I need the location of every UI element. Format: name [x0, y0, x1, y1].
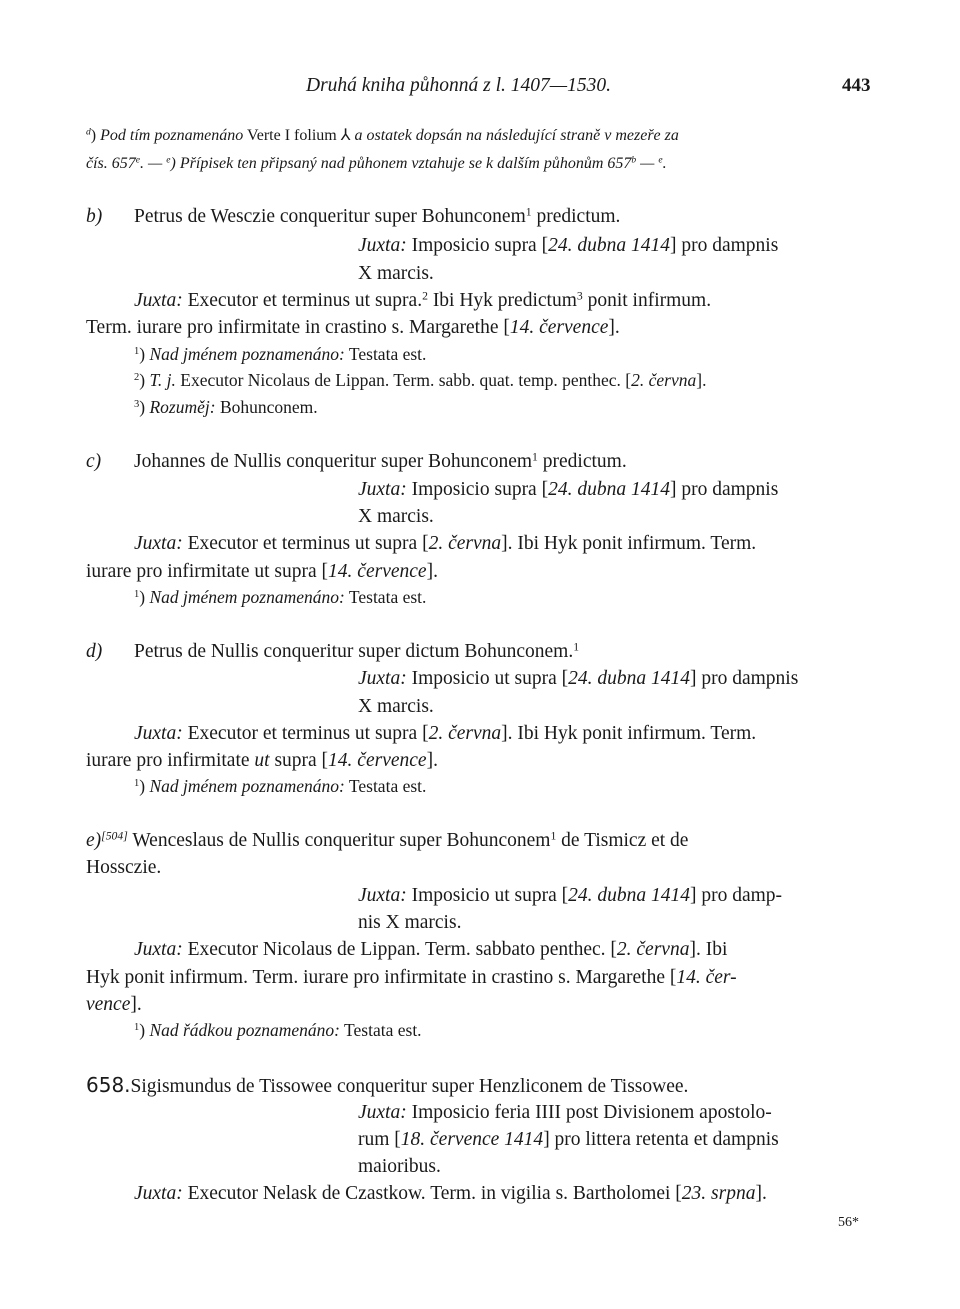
section-b-footnote-1: $^1$) Nad jménem poznamenáno: Testata est.: [134, 344, 427, 364]
section-e-footnote-1: $^1$) Nad řádkou poznamenáno: Testata est.: [134, 1020, 422, 1040]
top-note-d: $^d$) Pod tím poznamenáno Verte I folium ⅄ a ostatek dopsán na následující straně v mezeře za: [86, 126, 679, 144]
section-c-line-1: Johannes de Nullis conqueritur super Bohunconem$^1$ predictum.: [134, 450, 627, 472]
section-c-line-2: Juxta: Imposicio supra [24. dubna 1414] pro dampnis: [358, 479, 779, 500]
top-note-e: čís. 657e. — $^e$) Přípisek ten připsaný nad půhonem vztahuje se k dalším půhonům 657$^b$ — $^e$.: [86, 154, 667, 172]
section-e-line-5: Juxta: Executor Nicolaus de Lippan. Term. sabbato penthec. [2. června]. Ibi: [134, 939, 728, 960]
section-c-line-5: iurare pro infirmitate ut supra [14. července].: [86, 561, 438, 582]
section-d-line-3: X marcis.: [358, 696, 434, 717]
section-b-footnote-2: $^2$) T. j. Executor Nicolaus de Lippan. Term. sabb. quat. temp. penthec. [2. června].: [134, 370, 707, 390]
entry-number: 658.: [86, 1073, 131, 1097]
section-b-line-1: Petrus de Wesczie conqueritur super Bohunconem$^1$ predictum.: [134, 205, 621, 227]
section-e-line-1: e)[504] Wenceslaus de Nullis conqueritur super Bohunconem$^1$ de Tismicz et de: [86, 829, 689, 851]
entry-658-line-1: 658.Sigismundus de Tissowee conqueritur super Henzliconem de Tissowee.: [86, 1073, 689, 1097]
section-c-line-4: Juxta: Executor et terminus ut supra [2. června]. Ibi Hyk ponit infirmum. Term.: [134, 533, 757, 554]
folio-mark: [504]: [101, 829, 128, 843]
arrow-icon: ⅄: [340, 127, 351, 144]
section-d-label: d): [86, 641, 103, 662]
running-title: Druhá kniha půhonná z l. 1407—1530.: [306, 75, 611, 96]
section-e-line-3: Juxta: Imposicio ut supra [24. dubna 1414] pro damp-: [358, 885, 783, 906]
entry-658-line-5: Juxta: Executor Nelask de Czastkow. Term. in vigilia s. Bartholomei [23. srpna].: [134, 1183, 767, 1204]
section-c-label: c): [86, 451, 102, 472]
entry-658-line-2: Juxta: Imposicio feria IIII post Divisionem apostolo-: [358, 1102, 772, 1123]
section-b-footnote-3: $^3$) Rozuměj: Bohunconem.: [134, 397, 318, 417]
section-e-line-7: vence].: [86, 994, 142, 1015]
section-d-line-4: Juxta: Executor et terminus ut supra [2. června]. Ibi Hyk ponit infirmum. Term.: [134, 723, 757, 744]
section-d-footnote-1: $^1$) Nad jménem poznamenáno: Testata est.: [134, 776, 427, 796]
section-b-label: b): [86, 206, 103, 227]
section-e-line-4: nis X marcis.: [358, 912, 462, 933]
signature-mark: 56*: [838, 1215, 859, 1230]
page-number: 443: [842, 75, 871, 96]
section-e-line-6: Hyk ponit infirmum. Term. iurare pro infirmitate in crastino s. Margarethe [14. čer-: [86, 967, 737, 988]
section-c-footnote-1: $^1$) Nad jménem poznamenáno: Testata est.: [134, 587, 427, 607]
section-d-line-5: iurare pro infirmitate ut supra [14. července].: [86, 750, 438, 771]
entry-658-line-3: rum [18. července 1414] pro littera retenta et dampnis: [358, 1129, 779, 1150]
section-b-line-2: Juxta: Imposicio supra [24. dubna 1414] pro dampnis: [358, 235, 779, 256]
section-b-line-5: Term. iurare pro infirmitate in crastino s. Margarethe [14. července].: [86, 317, 620, 338]
section-b-line-3: X marcis.: [358, 263, 434, 284]
section-b-line-4: Juxta: Executor et terminus ut supra.$^2$ Ibi Hyk predictum$^3$ ponit infirmum.: [134, 289, 712, 311]
section-d-line-2: Juxta: Imposicio ut supra [24. dubna 1414] pro dampnis: [358, 668, 799, 689]
section-e-line-2: Hossczie.: [86, 857, 162, 878]
section-c-line-3: X marcis.: [358, 506, 434, 527]
section-d-line-1: Petrus de Nullis conqueritur super dictum Bohunconem.$^1$: [134, 640, 580, 662]
entry-658-line-4: maioribus.: [358, 1156, 441, 1177]
